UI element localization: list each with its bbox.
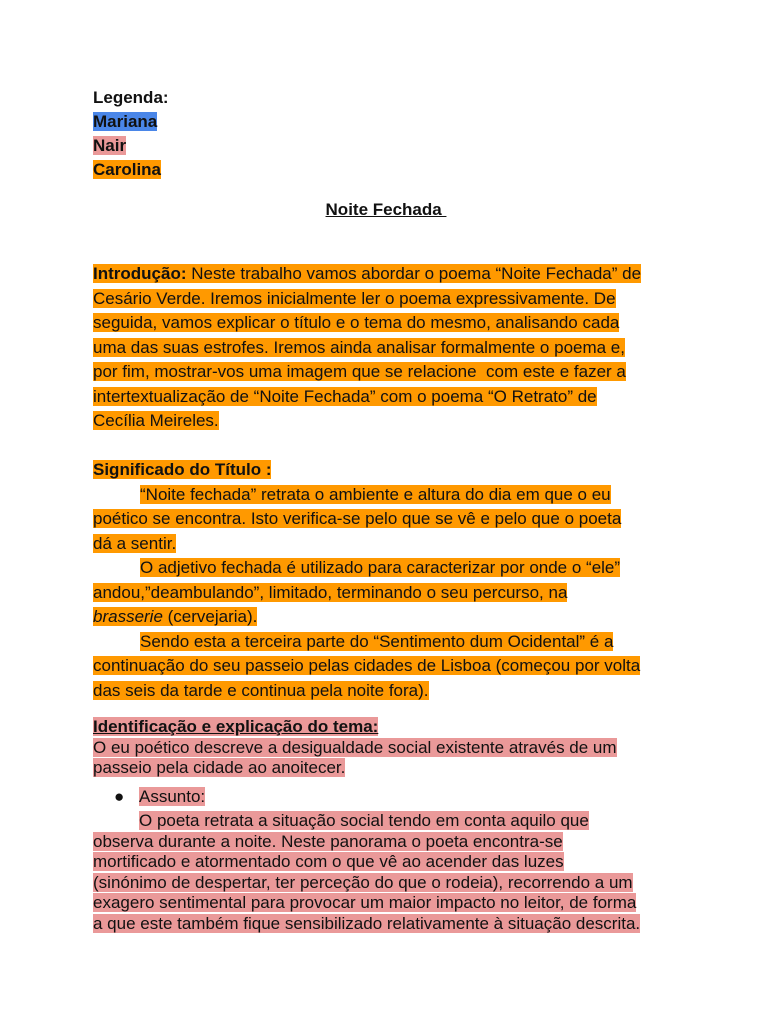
carolina-section <box>93 262 693 703</box>
nair-section <box>93 717 693 934</box>
theme-heading: Identificação e explicação do tema: <box>93 717 379 736</box>
intro-line-6: intertextualização de “Noite Fechada” com o poema “O Retrato” de <box>93 386 597 406</box>
meaning-p3-line-3: das seis da tarde e continua pela noite fora). <box>93 680 429 700</box>
subject-line-2: observa durante a noite. Neste panorama o poeta encontra-se <box>93 831 563 851</box>
legend <box>93 86 169 182</box>
bullet-icon: ● <box>114 786 125 806</box>
intro-line-1: Neste trabalho vamos abordar o poema “Noite Fechada” de <box>186 264 642 283</box>
intro-line-4: uma das suas estrofes. Iremos ainda analisar formalmente o poema e, <box>93 337 625 357</box>
intro-line-5: por fim, mostrar-vos uma imagem que se relacione com este e fazer a <box>93 362 626 381</box>
legend-name-nair: Nair <box>93 136 127 155</box>
meaning-heading: Significado do Título : <box>93 460 272 479</box>
subject-line-6: a que este também fique sensibilizado relativamente à situação descrita. <box>93 913 641 933</box>
bullet-item-subject <box>93 787 693 808</box>
subject-line-3: mortificado e atormentado com o que vê ao acender das luzes <box>93 852 564 871</box>
subject-line-5: exagero sentimental para provocar um maior impacto no leitor, de forma <box>93 893 637 912</box>
intro-line-7: Cecília Meireles. <box>93 411 219 430</box>
meaning-p2-line-1: O adjetivo fechada é utilizado para caracterizar por onde o “ele” <box>140 558 621 577</box>
theme-line-1: O eu poético descreve a desigualdade social existente através de um <box>93 737 617 757</box>
intro-line-2: Cesário Verde. Iremos inicialmente ler o poema expressivamente. De <box>93 288 616 308</box>
meaning-p2-italic-word: brasserie <box>93 607 163 626</box>
meaning-p1-line-3: dá a sentir. <box>93 533 177 553</box>
legend-heading: Legenda: <box>93 88 169 107</box>
meaning-p1-line-1: “Noite fechada” retrata o ambiente e altura do dia em que o eu <box>140 484 611 504</box>
meaning-p3-line-2: continuação do seu passeio pelas cidades de Lisboa (começou por volta <box>93 656 641 675</box>
subject-line-1: O poeta retrata a situação social tendo em conta aquilo que <box>139 811 589 830</box>
document-title: Noite Fechada <box>325 200 447 219</box>
meaning-p3-line-1: Sendo esta a terceira parte do “Sentimento dum Ocidental” é a <box>140 631 614 651</box>
meaning-p1-line-2: poético se encontra. Isto verifica-se pelo que se vê e pelo que o poeta <box>93 509 622 528</box>
meaning-p2-line-2: andou,”deambulando”, limitado, terminando o seu percurso, na <box>93 582 568 602</box>
legend-name-mariana: Mariana <box>93 112 158 131</box>
meaning-p2-tail: (cervejaria). <box>162 607 258 626</box>
intro-label: Introdução: <box>93 264 187 283</box>
legend-name-carolina: Carolina <box>93 160 162 179</box>
intro-line-3: seguida, vamos explicar o título e o tema do mesmo, analisando cada <box>93 313 620 332</box>
bullet-label: Assunto: <box>139 786 206 806</box>
subject-line-4: (sinónimo de despertar, ter perceção do que o rodeia), recorrendo a um <box>93 872 633 892</box>
theme-line-2: passeio pela cidade ao anoitecer. <box>93 758 346 777</box>
